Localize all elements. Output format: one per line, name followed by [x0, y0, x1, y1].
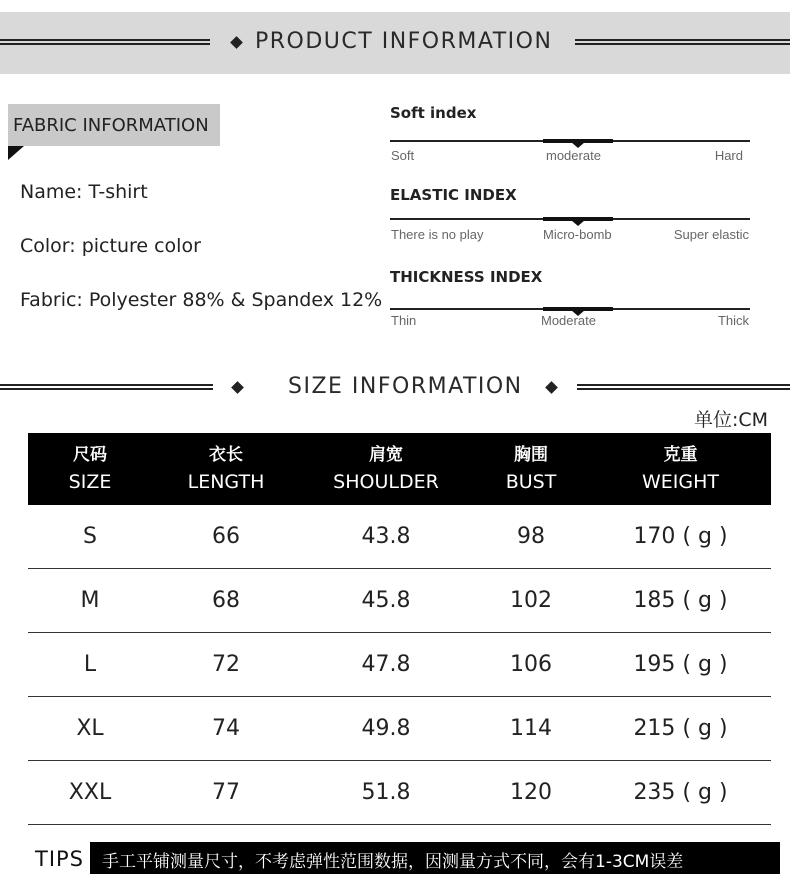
divider-left [0, 39, 210, 45]
header-shoulder [300, 433, 472, 505]
header-en: SIZE [68, 471, 112, 493]
cell-weight: 235 ( g ) [590, 761, 771, 825]
header-cn: 衣长 [209, 445, 243, 465]
cell-shoulder: 47.8 [300, 633, 472, 697]
tips-label: TIPS [35, 847, 85, 871]
divider-right [575, 39, 790, 45]
fabric-line: Fabric: Polyester 88% & Spandex 12% [20, 289, 383, 311]
cell-size: XXL [28, 761, 152, 825]
index-label-mid: moderate [546, 148, 601, 163]
product-info-title: PRODUCT INFORMATION [255, 29, 553, 54]
fabric-info-tag [8, 104, 220, 146]
header-bust [472, 433, 590, 505]
cell-size: M [28, 569, 152, 633]
fabric-info-label: FABRIC INFORMATION [13, 115, 209, 136]
diamond-icon [230, 36, 243, 49]
cell-size: XL [28, 697, 152, 761]
index-label-high: Thick [717, 313, 749, 328]
index-label-high: Super elastic [673, 227, 749, 242]
cell-bust: 120 [472, 761, 590, 825]
name-line: Name: T-shirt [20, 181, 148, 203]
index-label-high: Hard [714, 148, 743, 163]
cell-bust: 98 [472, 505, 590, 569]
cell-weight: 195 ( g ) [590, 633, 771, 697]
cell-bust: 102 [472, 569, 590, 633]
divider-right [577, 384, 790, 390]
tips-text: 手工平铺测量尺寸，不考虑弹性范围数据，因测量方式不同，会有1-3CM误差 [102, 852, 684, 872]
header-length [152, 433, 300, 505]
header-cn: 肩宽 [369, 445, 403, 465]
cell-weight: 215 ( g ) [590, 697, 771, 761]
index-label-mid: Moderate [541, 313, 596, 328]
product-info-banner [0, 12, 790, 74]
header-en: BUST [505, 471, 557, 493]
table-header-row [28, 433, 771, 505]
cell-size: S [28, 505, 152, 569]
cell-weight: 185 ( g ) [590, 569, 771, 633]
cell-weight: 170 ( g ) [590, 505, 771, 569]
diamond-icon [545, 381, 558, 394]
index-title: Soft index [390, 104, 477, 122]
header-weight [590, 433, 771, 505]
table-row [28, 569, 771, 633]
pointer-icon [571, 220, 585, 226]
cell-length: 68 [152, 569, 300, 633]
color-line: Color: picture color [20, 235, 201, 257]
header-en: WEIGHT [641, 471, 719, 493]
header-en: SHOULDER [333, 471, 439, 493]
cell-shoulder: 43.8 [300, 505, 472, 569]
cell-length: 74 [152, 697, 300, 761]
size-info-title: SIZE INFORMATION [288, 374, 523, 399]
cell-bust: 114 [472, 697, 590, 761]
index-label-mid: Micro-bomb [543, 227, 612, 242]
size-table [28, 433, 771, 825]
header-cn: 尺码 [73, 445, 107, 465]
cell-shoulder: 45.8 [300, 569, 472, 633]
divider-left [0, 384, 213, 390]
index-label-low: There is no play [391, 227, 484, 242]
table-row [28, 697, 771, 761]
header-cn: 克重 [663, 445, 698, 465]
unit-label: 单位:CM [693, 409, 768, 431]
cell-size: L [28, 633, 152, 697]
header-size [28, 433, 152, 505]
cell-length: 77 [152, 761, 300, 825]
table-row [28, 505, 771, 569]
header-en: LENGTH [187, 471, 265, 493]
cell-bust: 106 [472, 633, 590, 697]
cell-shoulder: 49.8 [300, 697, 472, 761]
tag-notch-icon [8, 146, 24, 160]
diamond-icon [231, 381, 244, 394]
cell-length: 72 [152, 633, 300, 697]
header-cn: 胸围 [514, 445, 548, 465]
table-row [28, 761, 771, 825]
cell-shoulder: 51.8 [300, 761, 472, 825]
index-title: THICKNESS INDEX [390, 268, 543, 286]
index-label-low: Soft [391, 148, 415, 163]
tips-bar [90, 842, 780, 874]
index-label-low: Thin [391, 313, 417, 328]
index-title: ELASTIC INDEX [390, 186, 517, 204]
cell-length: 66 [152, 505, 300, 569]
table-row [28, 633, 771, 697]
